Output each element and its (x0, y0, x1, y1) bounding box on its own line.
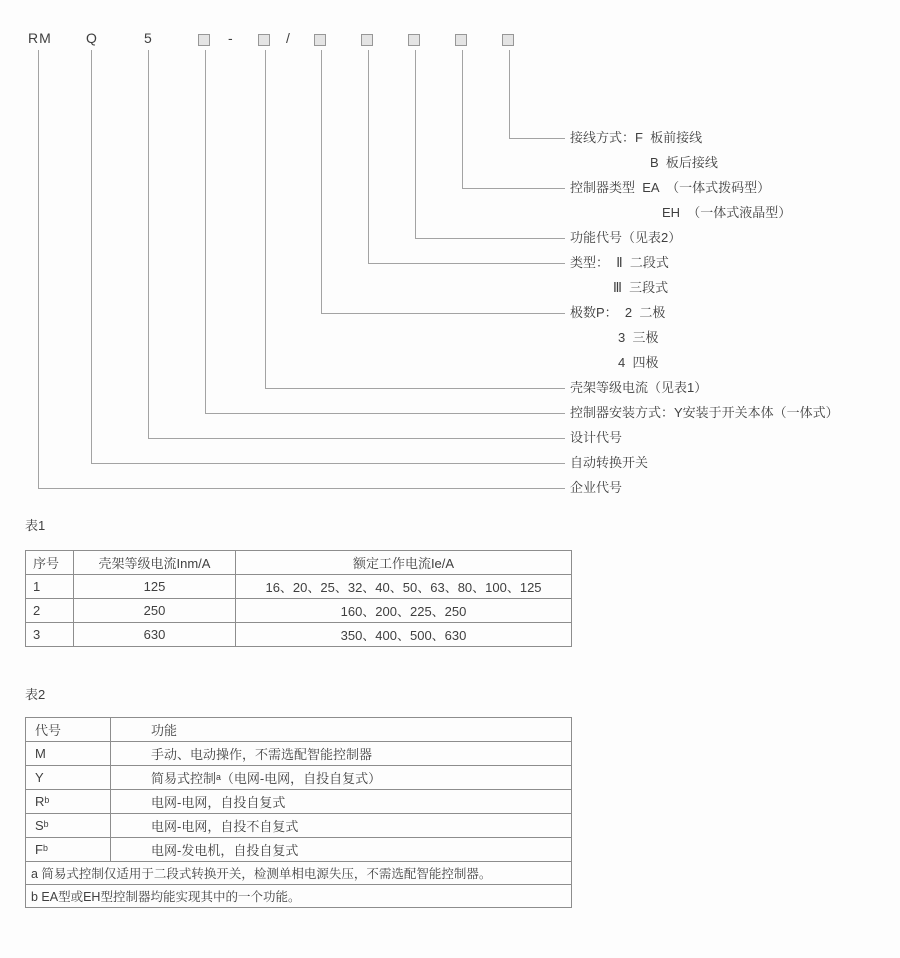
label-poles-alt1: 3 三极 (618, 330, 659, 345)
table-cell: Rᵇ (26, 790, 111, 814)
table-cell: 手动、电动操作，不需选配智能控制器 (111, 742, 572, 766)
code-part-dash: - (228, 30, 234, 46)
label-controller-mount: 控制器安装方式：Y安装于开关本体（一体式） (570, 405, 839, 420)
table-cell: Y (26, 766, 111, 790)
label-wiring-mode-alt: B 板后接线 (650, 155, 718, 170)
table-cell: 简易式控制ᵃ（电网-电网，自投自复式） (111, 766, 572, 790)
table-cell: 16、20、25、32、40、50、63、80、100、125 (236, 575, 572, 599)
table-row (26, 742, 572, 766)
label-wiring-mode: 接线方式：F 板前接线 (570, 130, 703, 145)
table-header-cell: 额定工作电流Ie/A (236, 551, 572, 575)
function-code-table (25, 717, 572, 908)
table-cell: 电网-电网，自投不自复式 (111, 814, 572, 838)
table1-caption: 表1 (25, 518, 46, 533)
table-row (26, 766, 572, 790)
table-header-cell: 功能 (111, 718, 572, 742)
table-cell: M (26, 742, 111, 766)
table-cell: Fᵇ (26, 838, 111, 862)
table-cell: 电网-电网，自投自复式 (111, 790, 572, 814)
table2-caption: 表2 (25, 687, 46, 702)
table-cell: 电网-发电机，自投自复式 (111, 838, 572, 862)
table-header-cell: 序号 (26, 551, 74, 575)
footnote-a: a 简易式控制仅适用于二段式转换开关，检测单相电源失压，不需选配智能控制器。 (26, 862, 572, 885)
label-controller-type: 控制器类型 EA （一体式拨码型） (570, 180, 771, 195)
table-cell: 250 (74, 599, 236, 623)
frame-current-table (25, 550, 572, 647)
code-part-q: Q (86, 30, 98, 46)
label-controller-type-alt: EH （一体式液晶型） (662, 205, 792, 220)
code-part-slash: / (286, 30, 291, 46)
table-cell: 125 (74, 575, 236, 599)
label-type: 类型： Ⅱ 二段式 (570, 255, 669, 270)
table-header-cell: 代号 (26, 718, 111, 742)
code-part-rm: RM (28, 30, 52, 46)
table-header-row (26, 718, 572, 742)
table-row (26, 599, 572, 623)
code-part-5: 5 (144, 30, 153, 46)
table-cell: 2 (26, 599, 74, 623)
table-cell: 3 (26, 623, 74, 647)
label-design-code: 设计代号 (570, 430, 623, 445)
table-cell: 160、200、225、250 (236, 599, 572, 623)
table-header-cell: 壳架等级电流Inm/A (74, 551, 236, 575)
table-footnote-row (26, 885, 572, 908)
label-poles-alt2: 4 四极 (618, 355, 659, 370)
table-cell: Sᵇ (26, 814, 111, 838)
table-row (26, 838, 572, 862)
table-footnote-row (26, 862, 572, 885)
table-cell: 350、400、500、630 (236, 623, 572, 647)
table-row (26, 575, 572, 599)
table-header-row (26, 551, 572, 575)
label-company-code: 企业代号 (570, 480, 623, 495)
label-switch-name: 自动转换开关 (570, 455, 649, 470)
label-frame-current: 壳架等级电流（见表1） (570, 380, 708, 395)
table-row (26, 623, 572, 647)
footnote-b: b EA型或EH型控制器均能实现其中的一个功能。 (26, 885, 572, 908)
table-cell: 1 (26, 575, 74, 599)
table-cell: 630 (74, 623, 236, 647)
table-row (26, 790, 572, 814)
label-type-alt: Ⅲ 三段式 (613, 280, 669, 295)
label-function-code: 功能代号（见表2） (570, 230, 682, 245)
label-poles: 极数P： 2 二极 (570, 305, 666, 320)
table-row (26, 814, 572, 838)
